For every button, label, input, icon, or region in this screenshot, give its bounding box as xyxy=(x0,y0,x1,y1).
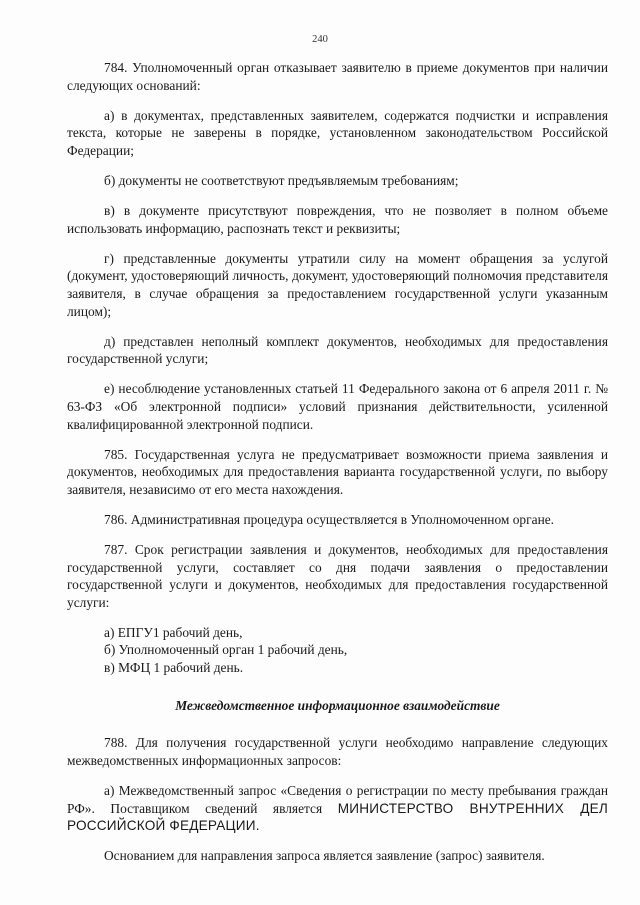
term-item-epgu: а) ЕПГУ1 рабочий день, xyxy=(104,624,243,640)
list-item-e: е) несоблюдение установленных статьей 11 Федерального закона от 6 апреля 2011 г. № 63-ФЗ «Об электронной подписи» условий признания действительности, усиленной квалифицированной электронной подписи. xyxy=(67,381,608,432)
document-body xyxy=(67,59,608,877)
page-number: 240 xyxy=(312,34,328,45)
paragraph-basis: Основанием для направления запроса является заявление (запрос) заявителя. xyxy=(104,848,545,864)
term-item-mfc: в) МФЦ 1 рабочий день. xyxy=(104,660,244,676)
paragraph-788: 788. Для получения государственной услуги необходимо направление следующих межведомственных информационных запросов: xyxy=(67,735,608,768)
paragraph-787: 787. Срок регистрации заявления и документов, необходимых для предоставления государственной услуги, составляет со дня подачи заявления о предоставлении государственной услуги и документов, необходимых для предоставления государственной услуги: xyxy=(67,541,608,610)
list-item-a: а) в документах, представленных заявителем, содержатся подчистки и исправления текста, которые не заверены в порядке, установленном законодательством Российской Федерации; xyxy=(67,107,608,158)
paragraph-785: 785. Государственная услуга не предусматривает возможности приема заявления и документов, необходимых для предоставления варианта государственной услуги, по выбору заявителя, независимо от его места нахождения. xyxy=(67,446,608,497)
request-item-a-text: а) Межведомственный запрос «Сведения о регистрации по месту пребывания граждан РФ». Поставщиком сведений является xyxy=(67,782,608,816)
request-item-a-org: МИНИСТЕРСТВО ВНУТРЕННИХ ДЕЛ РОССИЙСКОЙ ФЕДЕРАЦИИ. xyxy=(67,800,608,834)
list-item-d: д) представлен неполный комплект документов, необходимых для предоставления государственной услуги; xyxy=(67,333,608,367)
list-item-g: г) представленные документы утратили силу на момент обращения за услугой (документ, удостоверяющий личность, документ, удостоверяющий полномочия представителя заявителя, в случае обращения за предоставлением государственной услуги указанным лицом); xyxy=(67,250,608,319)
list-item-v: в) в документе присутствуют повреждения, что не позволяет в полном объеме использовать информацию, распознать текст и реквизиты; xyxy=(67,203,608,236)
request-item-a xyxy=(67,782,608,835)
paragraph-784: 784. Уполномоченный орган отказывает заявителю в приеме документов при наличии следующих оснований: xyxy=(67,60,608,93)
section-heading: Межведомственное информационное взаимодействие xyxy=(175,697,500,713)
term-item-authority: б) Уполномоченный орган 1 рабочий день, xyxy=(104,642,348,658)
paragraph-786: 786. Административная процедура осуществляется в Уполномоченном органе. xyxy=(104,511,555,527)
list-item-b: б) документы не соответствуют предъявляемым требованиям; xyxy=(104,172,459,188)
